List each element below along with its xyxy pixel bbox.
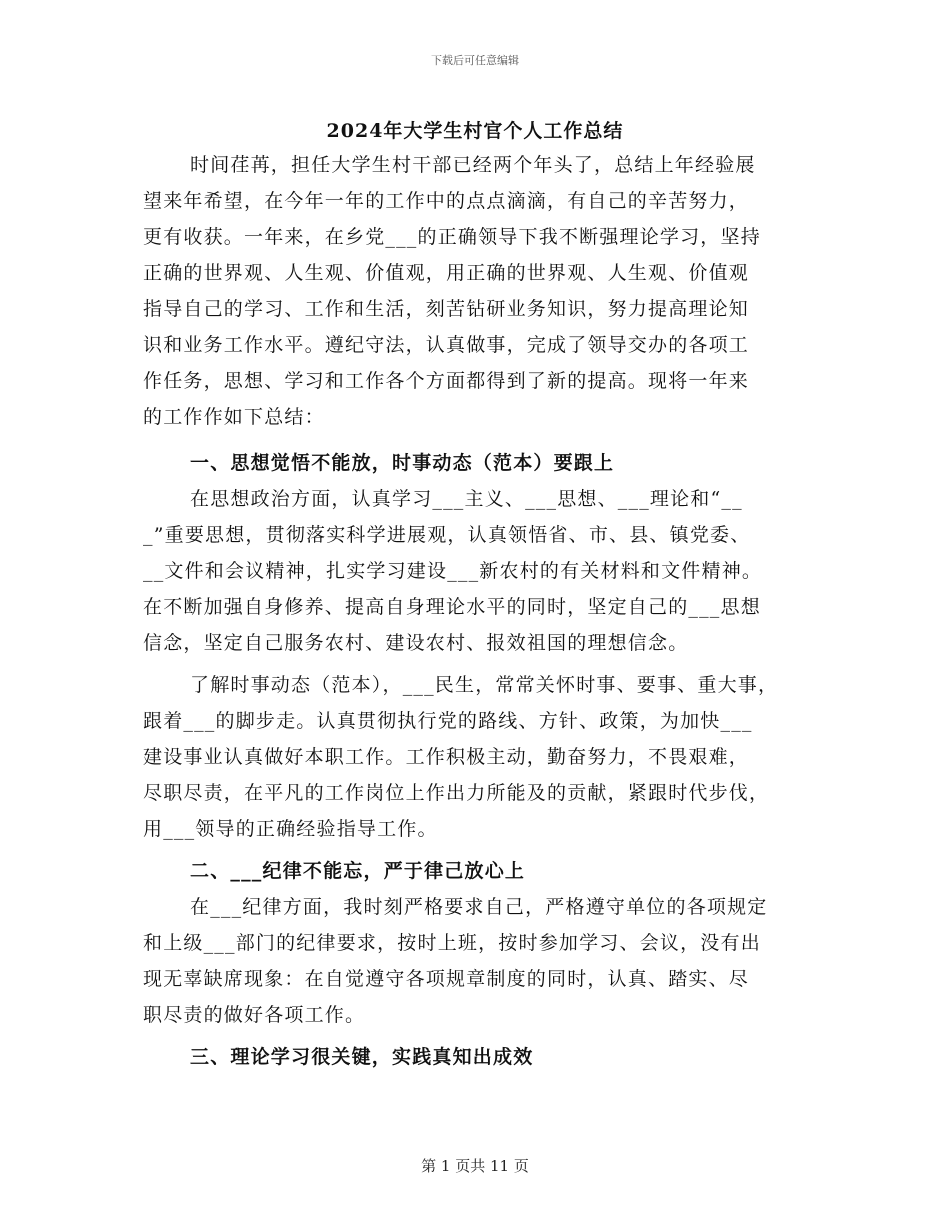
text-line: 现无辜缺席现象：在自觉遵守各项规章制度的同时，认真、踏实、尽 (143, 968, 750, 990)
text-line: 望来年希望，在今年一年的工作中的点点滴滴，有自己的辛苦努力， (143, 190, 750, 212)
page-footer: 第 1 页共 11 页 (421, 1157, 529, 1175)
text-line: 信念，坚定自己服务农村、建设农村、报效祖国的理想信念。 (143, 632, 689, 654)
text-line: __文件和会议精神，扎实学习建设___新农村的有关材料和文件精神。 (143, 560, 763, 582)
section-heading-3: 三、理论学习很关键，实践真知出成效 (190, 1046, 534, 1068)
text-line: 在不断加强自身修养、提高自身理论水平的同时，坚定自己的___思想 (143, 596, 761, 618)
text-line: 用___领导的正确经验指导工作。 (143, 818, 438, 840)
text-line: 的工作作如下总结： (143, 406, 325, 428)
text-line: 职尽责的做好各项工作。 (143, 1004, 366, 1026)
document-title: 2024年大学生村官个人工作总结 (326, 120, 624, 142)
text-line: _”重要思想，贯彻落实科学进展观，认真领悟省、市、县、镇党委、 (143, 524, 751, 546)
text-line: 正确的世界观、人生观、价值观，用正确的世界观、人生观、价值观 (143, 262, 750, 284)
text-line: 在思想政治方面，认真学习___主义、___思想、___理论和“__ (190, 488, 743, 510)
text-line: 时间荏苒，担任大学生村干部已经两个年头了，总结上年经验展 (190, 154, 756, 176)
text-line: 在___纪律方面，我时刻严格要求自己，严格遵守单位的各项规定 (190, 896, 768, 918)
text-line: 了解时事动态（范本），___民生，常常关怀时事、要事、重大事， (190, 674, 779, 696)
text-line: 建设事业认真做好本职工作。工作积极主动，勤奋努力，不畏艰难， (143, 746, 750, 768)
text-line: 跟着___的脚步走。认真贯彻执行党的路线、方针、政策，为加快___ (143, 710, 753, 732)
text-line: 作任务，思想、学习和工作各个方面都得到了新的提高。现将一年来 (143, 370, 750, 392)
text-line: 更有收获。一年来，在乡党___的正确领导下我不断强理论学习，坚持 (143, 226, 761, 248)
text-line: 识和业务工作水平。遵纪守法，认真做事，完成了领导交办的各项工 (143, 334, 750, 356)
section-heading-2: 二、___纪律不能忘，严于律己放心上 (190, 860, 526, 882)
text-line: 和上级___部门的纪律要求，按时上班，按时参加学习、会议，没有出 (143, 932, 761, 954)
section-heading-1: 一、思想觉悟不能放，时事动态（范本）要跟上 (190, 452, 615, 474)
text-line: 尽职尽责，在平凡的工作岗位上作出力所能及的贡献，紧跟时代步伐， (143, 782, 770, 804)
page-header: 下载后可任意编辑 (431, 54, 519, 67)
text-line: 指导自己的学习、工作和生活，刻苦钻研业务知识，努力提高理论知 (143, 298, 750, 320)
